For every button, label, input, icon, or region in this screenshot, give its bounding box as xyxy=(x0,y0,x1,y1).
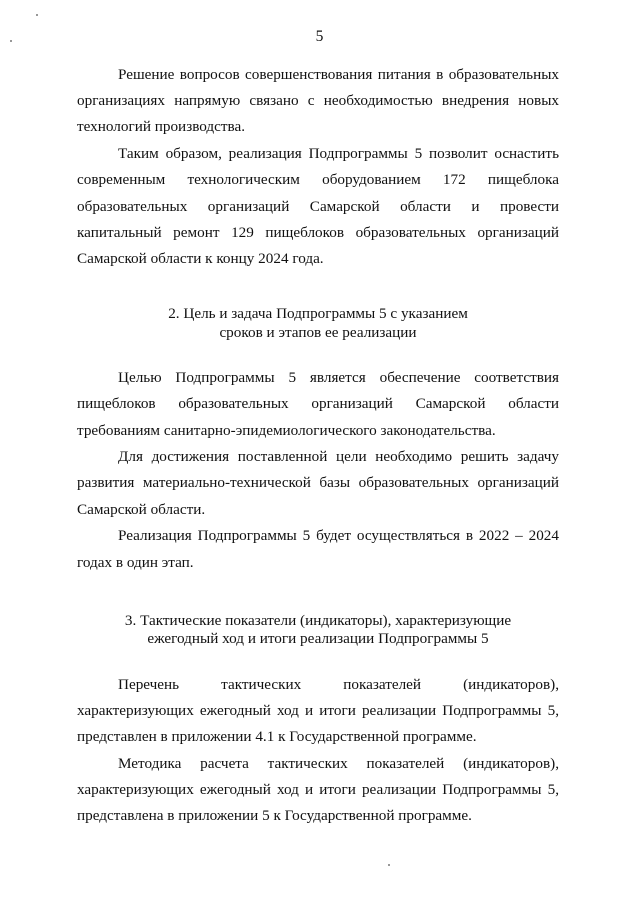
paragraph: Методика расчета тактических показателей (индикаторов), характеризующих ежегодный ход и итоги реализации Подпрограммы 5, представлена в приложении 5 к Государственной программе. xyxy=(77,754,559,825)
paragraph: Реализация Подпрограммы 5 будет осуществляться в 2022 – 2024 годах в один этап. xyxy=(77,527,559,571)
heading-line: сроков и этапов ее реализации xyxy=(219,323,417,341)
paragraph: Целью Подпрограммы 5 является обеспечение соответствия пищеблоков образовательных организаций Самарской области требованиям санитарно-эпидемиологического законодательства. xyxy=(77,369,559,439)
paragraph: Для достижения поставленной цели необходимо решить задачу развития материально-технической базы образовательных организаций Самарской области. xyxy=(77,448,559,518)
section-heading xyxy=(77,305,559,342)
section-heading xyxy=(77,612,559,649)
paragraph: Таким образом, реализация Подпрограммы 5 позволит оснастить современным технологическим оборудованием 172 пищеблока образовательных организаций Самарской области и провести капитальный ремонт 129 пищеблоков образовательных организаций Самарской области к концу 2024 года. xyxy=(77,145,559,267)
heading-line: 2. Цель и задача Подпрограммы 5 с указанием xyxy=(168,305,468,323)
document-body xyxy=(77,62,559,830)
heading-line: ежегодный ход и итоги реализации Подпрограммы 5 xyxy=(147,630,489,648)
scan-artifact xyxy=(36,14,38,16)
page-number: 5 xyxy=(315,28,324,45)
paragraph: Решение вопросов совершенствования питания в образовательных организациях напрямую связано с необходимостью внедрения новых технологий производства. xyxy=(77,66,559,136)
scan-artifact xyxy=(388,864,390,866)
heading-line: 3. Тактические показатели (индикаторы), характеризующие xyxy=(124,611,512,629)
paragraph: Перечень тактических показателей (индикаторов), характеризующих ежегодный ход и итоги реализации Подпрограммы 5, представлен в приложении 4.1 к Государственной программе. xyxy=(77,675,559,746)
